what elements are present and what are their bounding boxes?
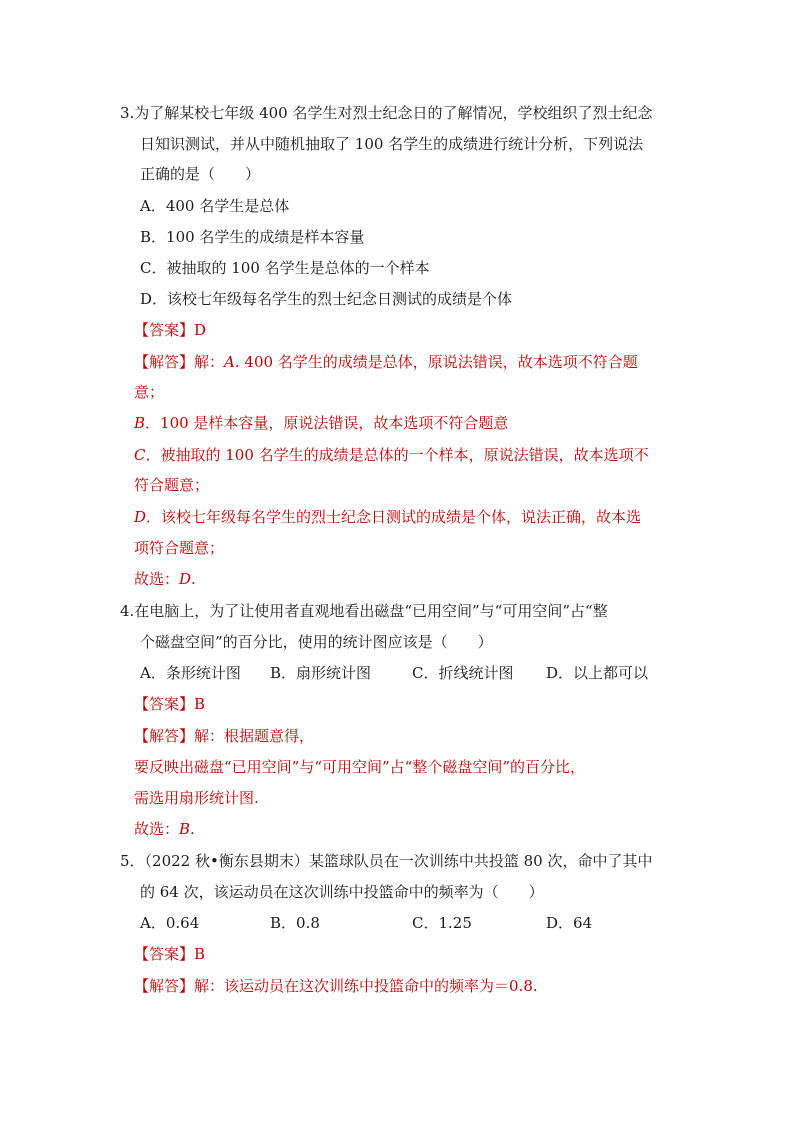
q5-stem-line-2: 的 64 次，该运动员在这次训练中投篮命中的频率为（ ） (140, 883, 544, 901)
choose-end: . (191, 570, 196, 588)
option-letter-c: C (134, 446, 146, 464)
answer-value: B (194, 695, 206, 713)
q3-answer (134, 320, 206, 340)
q3-stem-line-3: 正确的是（ ） (140, 165, 261, 183)
analysis-b-text: ．100 是样本容量，原说法错误，故本选项不符合题意 (145, 414, 509, 432)
q5-answer (134, 944, 205, 964)
option-letter-b: B (134, 414, 146, 432)
q5-stem-line-1: 5．（2022 秋•衡东县期末）某篮球队员在一次训练中共投篮 80 次，命中了其中 (120, 852, 653, 870)
analysis-c-text: ．被抽取的 100 名学生的成绩是总体的一个样本，原说法错误，故本选项不 (145, 446, 649, 464)
q3-analysis-d (134, 507, 641, 527)
q4-option-b: B．扇形统计图 (270, 664, 372, 682)
q4-analysis-line-3: 需选用扇形统计图. (134, 789, 259, 807)
q3-stem-line-2: 日知识测试，并从中随机抽取了 100 名学生的成绩进行统计分析，下列说法 (140, 135, 644, 153)
q4-option-c: C．折线统计图 (412, 664, 514, 682)
choose-prefix: 故选： (134, 820, 180, 838)
answer-value: D (194, 321, 207, 339)
q3-analysis-c-cont: 符合题意； (134, 476, 210, 494)
analysis-d-text: ．该校七年级每名学生的烈士纪念日测试的成绩是个体，说法正确，故本选 (146, 508, 642, 526)
q3-analysis-c (134, 445, 649, 465)
q3-stem-line-1: 3.为了解某校七年级 400 名学生对烈士纪念日的了解情况，学校组织了烈士纪念 (120, 104, 653, 122)
choose-end: . (190, 820, 195, 838)
choose-letter: D (179, 570, 192, 588)
q5-analysis-line-1 (134, 976, 538, 996)
q3-option-c: C．被抽取的 100 名学生是总体的一个样本 (140, 259, 430, 277)
answer-tag: 【答案】 (134, 695, 195, 713)
analysis-a-text: . 400 名学生的成绩是总体，原说法错误，故本选项不符合题 (234, 353, 638, 371)
q3-option-a: A．400 名学生是总体 (140, 197, 290, 215)
option-letter-a: A (224, 353, 235, 371)
answer-tag: 【答案】 (134, 321, 195, 339)
analysis-tag: 【解答】 (134, 727, 195, 745)
q5-option-b: B．0.8 (270, 914, 320, 932)
q3-option-d: D．该校七年级每名学生的烈士纪念日测试的成绩是个体 (140, 290, 513, 308)
q4-analysis-line-1 (134, 726, 314, 746)
q3-analysis-d-cont: 项符合题意； (134, 539, 225, 557)
option-letter-d: D (134, 508, 147, 526)
q5-option-a: A．0.64 (140, 914, 200, 932)
analysis-tag: 【解答】 (134, 353, 195, 371)
analysis-prefix: 解： (194, 353, 225, 371)
analysis-tag: 【解答】 (134, 977, 195, 995)
q3-analysis-line-2: 意； (134, 383, 165, 401)
analysis-text: 解：该运动员在这次训练中投篮命中的频率为＝0.8. (194, 977, 538, 995)
choose-prefix: 故选： (134, 570, 180, 588)
q4-choose (134, 819, 195, 839)
q3-analysis-line-1 (134, 352, 638, 372)
q3-analysis-b (134, 413, 508, 433)
choose-letter: B (179, 820, 191, 838)
answer-value: B (194, 945, 206, 963)
answer-tag: 【答案】 (134, 945, 195, 963)
q5-option-c: C．1.25 (412, 914, 472, 932)
q4-stem-line-2: 个磁盘空间”的百分比，使用的统计图应该是（ ） (140, 633, 493, 651)
q3-option-b: B．100 名学生的成绩是样本容量 (140, 228, 365, 246)
q4-option-a: A．条形统计图 (140, 664, 241, 682)
q5-options (140, 913, 592, 933)
analysis-text: 解：根据题意得， (194, 727, 315, 745)
q4-options (140, 663, 648, 683)
q4-analysis-line-2: 要反映出磁盘“已用空间”与“可用空间”占“整个磁盘空间”的百分比， (134, 758, 586, 776)
q4-option-d: D．以上都可以 (546, 664, 649, 682)
q4-stem-line-1: 4.在电脑上，为了让使用者直观地看出磁盘“已用空间”与“可用空间”占“整 (120, 602, 608, 620)
q3-choose (134, 569, 196, 589)
q4-answer (134, 694, 205, 714)
q5-option-d: D．64 (546, 914, 593, 932)
